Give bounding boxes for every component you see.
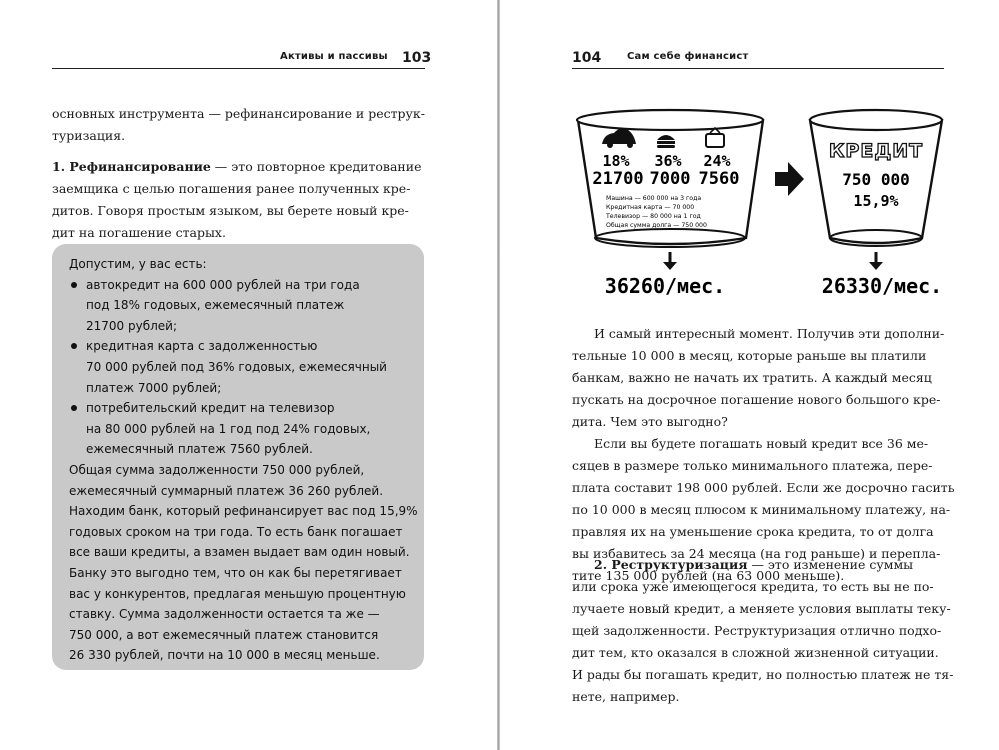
detail-line: Кредитная карта — 70 000 <box>606 204 695 211</box>
text-line: или срока уже имеющегося кредита, то есть вы не по- <box>572 579 934 594</box>
text-line: тельные 10 000 в месяц, которые раньше вы платили <box>572 348 927 363</box>
refinancing-paragraph <box>52 156 422 244</box>
new-monthly-payment: 26330/мес. <box>821 274 943 298</box>
detail-line: Машина — 600 000 на 3 года <box>606 195 702 202</box>
bullet-item-credit-card: кредитная карта с задолженностью <box>69 336 418 357</box>
summary-line: годовых сроком на три года. То есть банк погашает <box>69 524 403 539</box>
text-line: правляя их на уменьшение срока кредита, то от долга <box>572 524 934 539</box>
summary-line: Банку это выгодно тем, что он как бы перетягивает <box>69 565 402 580</box>
callout-lead: Допустим, у вас есть: <box>69 257 207 271</box>
text-line: Если вы будете погашать новый кредит все 36 ме- <box>594 436 929 451</box>
running-head-left: Активы и пассивы <box>280 51 388 62</box>
example-callout-box <box>52 244 424 670</box>
bullet-item-tv-loan: потребительский кредит на телевизор <box>69 398 418 419</box>
text-line: плата составит 198 000 рублей. Если же досрочно гасить <box>572 480 955 495</box>
text-line: дитов. Говоря простым языком, вы берете новый кре- <box>52 203 409 218</box>
summary-line: 750 000, а вот ежемесячный платеж становится <box>69 627 379 642</box>
text-line: вы избавитесь за 24 месяца (на год раньше) и перепла- <box>572 546 941 561</box>
payment-tv: 7560 <box>698 169 740 189</box>
text-line: — это повторное кредитование <box>210 159 422 174</box>
text-line: по 10 000 в месяц плюсом к минимальному платежу, на- <box>572 502 951 517</box>
text-line: пускать на досрочное погашение нового большого кре- <box>572 392 941 407</box>
intro-paragraph <box>52 103 425 147</box>
summary-line: ставку. Сумма задолженности остается та же — <box>69 607 380 622</box>
text-line: заемщика с целью погашения ранее полученных кре- <box>52 181 411 196</box>
bullet-continuation: 70 000 рублей под 36% годовых, ежемесячный <box>86 359 387 374</box>
refinancing-illustration <box>560 100 960 310</box>
summary-line: Находим банк, который рефинансирует вас под 15,9% <box>69 504 418 519</box>
text-line: сяцев в размере только минимального платежа, пере- <box>572 458 933 473</box>
text-line: банкам, важно не начать их тратить. А каждый месяц <box>572 370 932 385</box>
bullet-continuation: 21700 рублей; <box>86 318 178 333</box>
interesting-moment-paragraph <box>572 323 944 433</box>
text-line: И рады бы погашать кредит, но полностью платеж не тя- <box>572 667 954 682</box>
text-line: туризация. <box>52 128 126 143</box>
text-line: И самый интересный момент. Получив эти дополни- <box>594 326 945 341</box>
bullet-continuation: ежемесячный платеж 7560 рублей. <box>86 442 313 457</box>
text-line: дит на погашение старых. <box>52 225 226 240</box>
summary-line: вас у конкурентов, предлагая меньшую процентную <box>69 586 406 601</box>
payment-car: 21700 <box>592 169 644 189</box>
header-rule-right <box>572 68 944 69</box>
text-line: лучаете новый кредит, а меняете условия выплаты теку- <box>572 601 951 616</box>
header-rule-left <box>52 68 425 69</box>
bullet-continuation: под 18% годовых, ежемесячный платеж <box>86 298 345 313</box>
summary-line: ежемесячный суммарный платеж 36 260 рублей. <box>69 483 384 498</box>
detail-line: Телевизор — 80 000 на 1 год <box>606 213 701 220</box>
text-line: основных инструмента — рефинансирование и реструк- <box>52 106 425 121</box>
credit-amount: 750 000 <box>842 170 910 189</box>
text-line: нете, например. <box>572 689 680 704</box>
text-line: тите 135 000 рублей (на 63 000 меньше). <box>572 568 845 583</box>
bullet-continuation: платеж 7000 рублей; <box>86 380 222 395</box>
rate-car: 18% <box>602 152 630 170</box>
arrow-right-icon <box>775 162 804 196</box>
page-number-right: 104 <box>572 50 602 66</box>
summary-line: 26 330 рублей, почти на 10 000 в месяц меньше. <box>69 648 380 663</box>
arrow-down-icon <box>663 252 677 270</box>
restructuring-term: 2. Реструктуризация <box>594 557 748 572</box>
detail-line: Общая сумма долга — 750 000 <box>606 222 707 229</box>
summary-line: Общая сумма задолженности 750 000 рублей, <box>69 462 365 477</box>
rate-tv: 24% <box>703 152 731 170</box>
rate-card: 36% <box>654 152 682 170</box>
running-head-right: Сам себе финансист <box>627 51 749 62</box>
old-monthly-payment: 36260/мес. <box>604 274 726 298</box>
bullet-continuation: на 80 000 рублей на 1 год под 24% годовых, <box>86 421 371 436</box>
refinancing-term: 1. Рефинансирование <box>52 159 211 174</box>
text-line: дит тем, кто оказался в сложной жизненной ситуации. <box>572 645 939 660</box>
payment-card: 7000 <box>649 169 691 189</box>
summary-line: все ваши кредиты, а взамен выдает вам один новый. <box>69 545 410 560</box>
arrow-down-icon <box>869 252 883 270</box>
credit-label: КРЕДИТ <box>828 140 924 162</box>
text-line: дита. Чем это выгодно? <box>572 414 728 429</box>
text-line: — это изменение суммы <box>747 557 914 572</box>
text-line: щей задолженности. Реструктуризация отлично подхо- <box>572 623 942 638</box>
page-number-left: 103 <box>402 50 432 66</box>
credit-rate: 15,9% <box>853 192 899 210</box>
bullet-item-car-loan: автокредит на 600 000 рублей на три года <box>69 275 418 296</box>
restructuring-paragraph <box>572 554 953 708</box>
